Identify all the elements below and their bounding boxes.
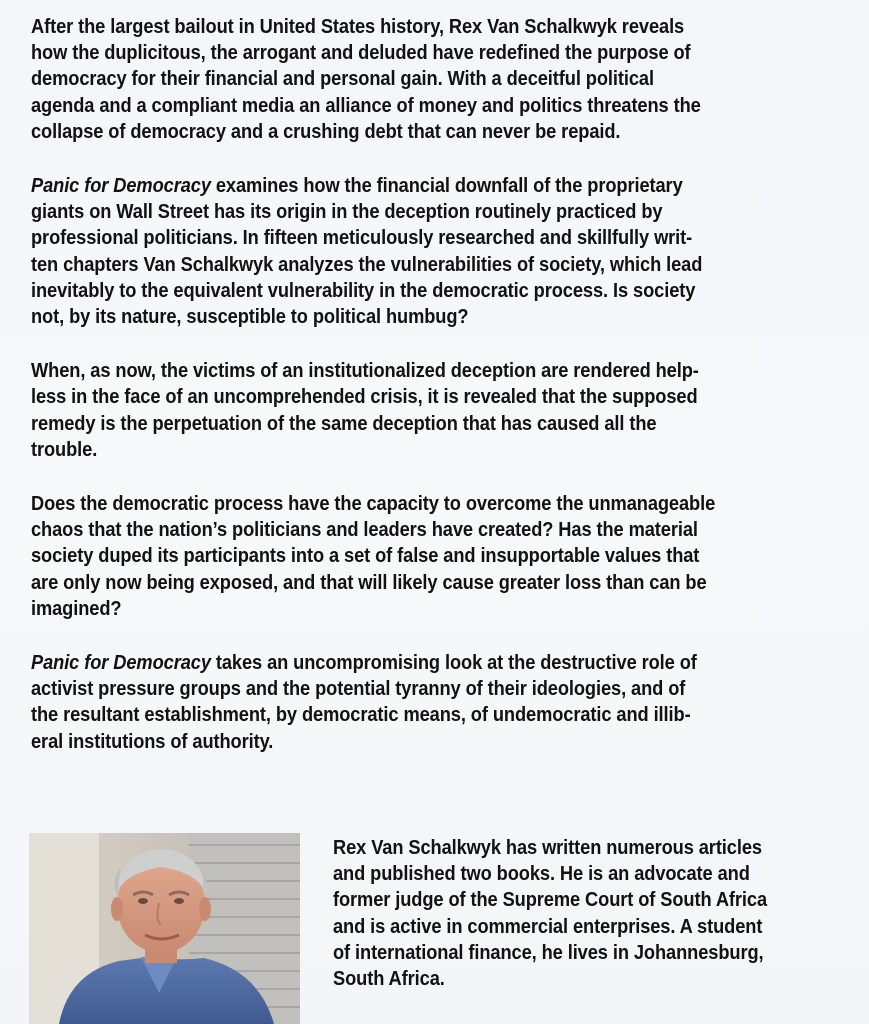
text-line <box>31 650 841 676</box>
author-bio <box>333 835 869 992</box>
text-line: agenda and a compliant media an alliance of money and politics threatens the <box>31 94 701 117</box>
text-line: of international finance, he lives in Johannesburg, <box>333 941 764 964</box>
text-segment: examines how the financial downfall of the proprietary <box>210 175 683 198</box>
text-line: Does the democratic process have the capacity to overcome the unmanageable <box>31 493 716 516</box>
text-line: inevitably to the equivalent vulnerability in the democratic process. Is society <box>31 279 696 302</box>
text-line: former judge of the Supreme Court of South Africa <box>333 889 768 912</box>
author-photo <box>29 833 300 1024</box>
text-line: remedy is the perpetuation of the same deception that has caused all the <box>31 412 657 435</box>
text-line: society duped its participants into a set of false and insupportable values that <box>31 545 700 568</box>
text-line: imagined? <box>31 597 122 620</box>
text-line: collapse of democracy and a crushing debt that can never be repaid. <box>31 120 621 143</box>
text-line: less in the face of an uncomprehended crisis, it is revealed that the supposed <box>31 386 698 409</box>
author-portrait <box>29 833 300 1024</box>
text-line: giants on Wall Street has its origin in the deception routinely practiced by <box>31 201 663 224</box>
book-title: Panic for Democracy <box>31 175 211 198</box>
text-line <box>31 173 841 199</box>
text-line: chaos that the nation’s politicians and leaders have created? Has the material <box>31 519 698 542</box>
blurb-text <box>31 14 841 783</box>
text-line: how the duplicitous, the arrogant and deluded have redefined the purpose of <box>31 42 691 65</box>
paragraph-1 <box>31 14 841 145</box>
paragraph-2 <box>31 173 841 330</box>
text-line: democracy for their financial and personal gain. With a deceitful political <box>31 68 654 91</box>
paragraph-5 <box>31 650 841 755</box>
paragraph-3 <box>31 358 841 463</box>
text-line: and published two books. He is an advocate and <box>333 863 750 886</box>
text-line: not, by its nature, susceptible to political humbug? <box>31 306 469 329</box>
text-line: ten chapters Van Schalkwyk analyzes the vulnerabilities of society, which lead <box>31 253 703 276</box>
text-line: activist pressure groups and the potential tyranny of their ideologies, and of <box>31 678 686 701</box>
text-line: are only now being exposed, and that will likely cause greater loss than can be <box>31 571 707 594</box>
text-line: professional politicians. In fifteen meticulously researched and skillfully writ- <box>31 227 693 250</box>
text-line: South Africa. <box>333 968 445 991</box>
text-segment: takes an uncompromising look at the destructive role of <box>210 652 697 675</box>
paragraph-4 <box>31 491 841 622</box>
bio-paragraph <box>333 835 869 992</box>
text-line: the resultant establishment, by democratic means, of undemocratic and illib- <box>31 704 691 727</box>
text-line: When, as now, the victims of an institutionalized deception are rendered help- <box>31 360 699 383</box>
text-line: After the largest bailout in United States history, Rex Van Schalkwyk reveals <box>31 16 685 38</box>
text-line: eral institutions of authority. <box>31 730 274 753</box>
text-line: Rex Van Schalkwyk has written numerous articles <box>333 837 762 859</box>
text-line: and is active in commercial enterprises. A student <box>333 915 763 938</box>
book-title: Panic for Democracy <box>31 652 211 675</box>
text-line: trouble. <box>31 438 98 461</box>
